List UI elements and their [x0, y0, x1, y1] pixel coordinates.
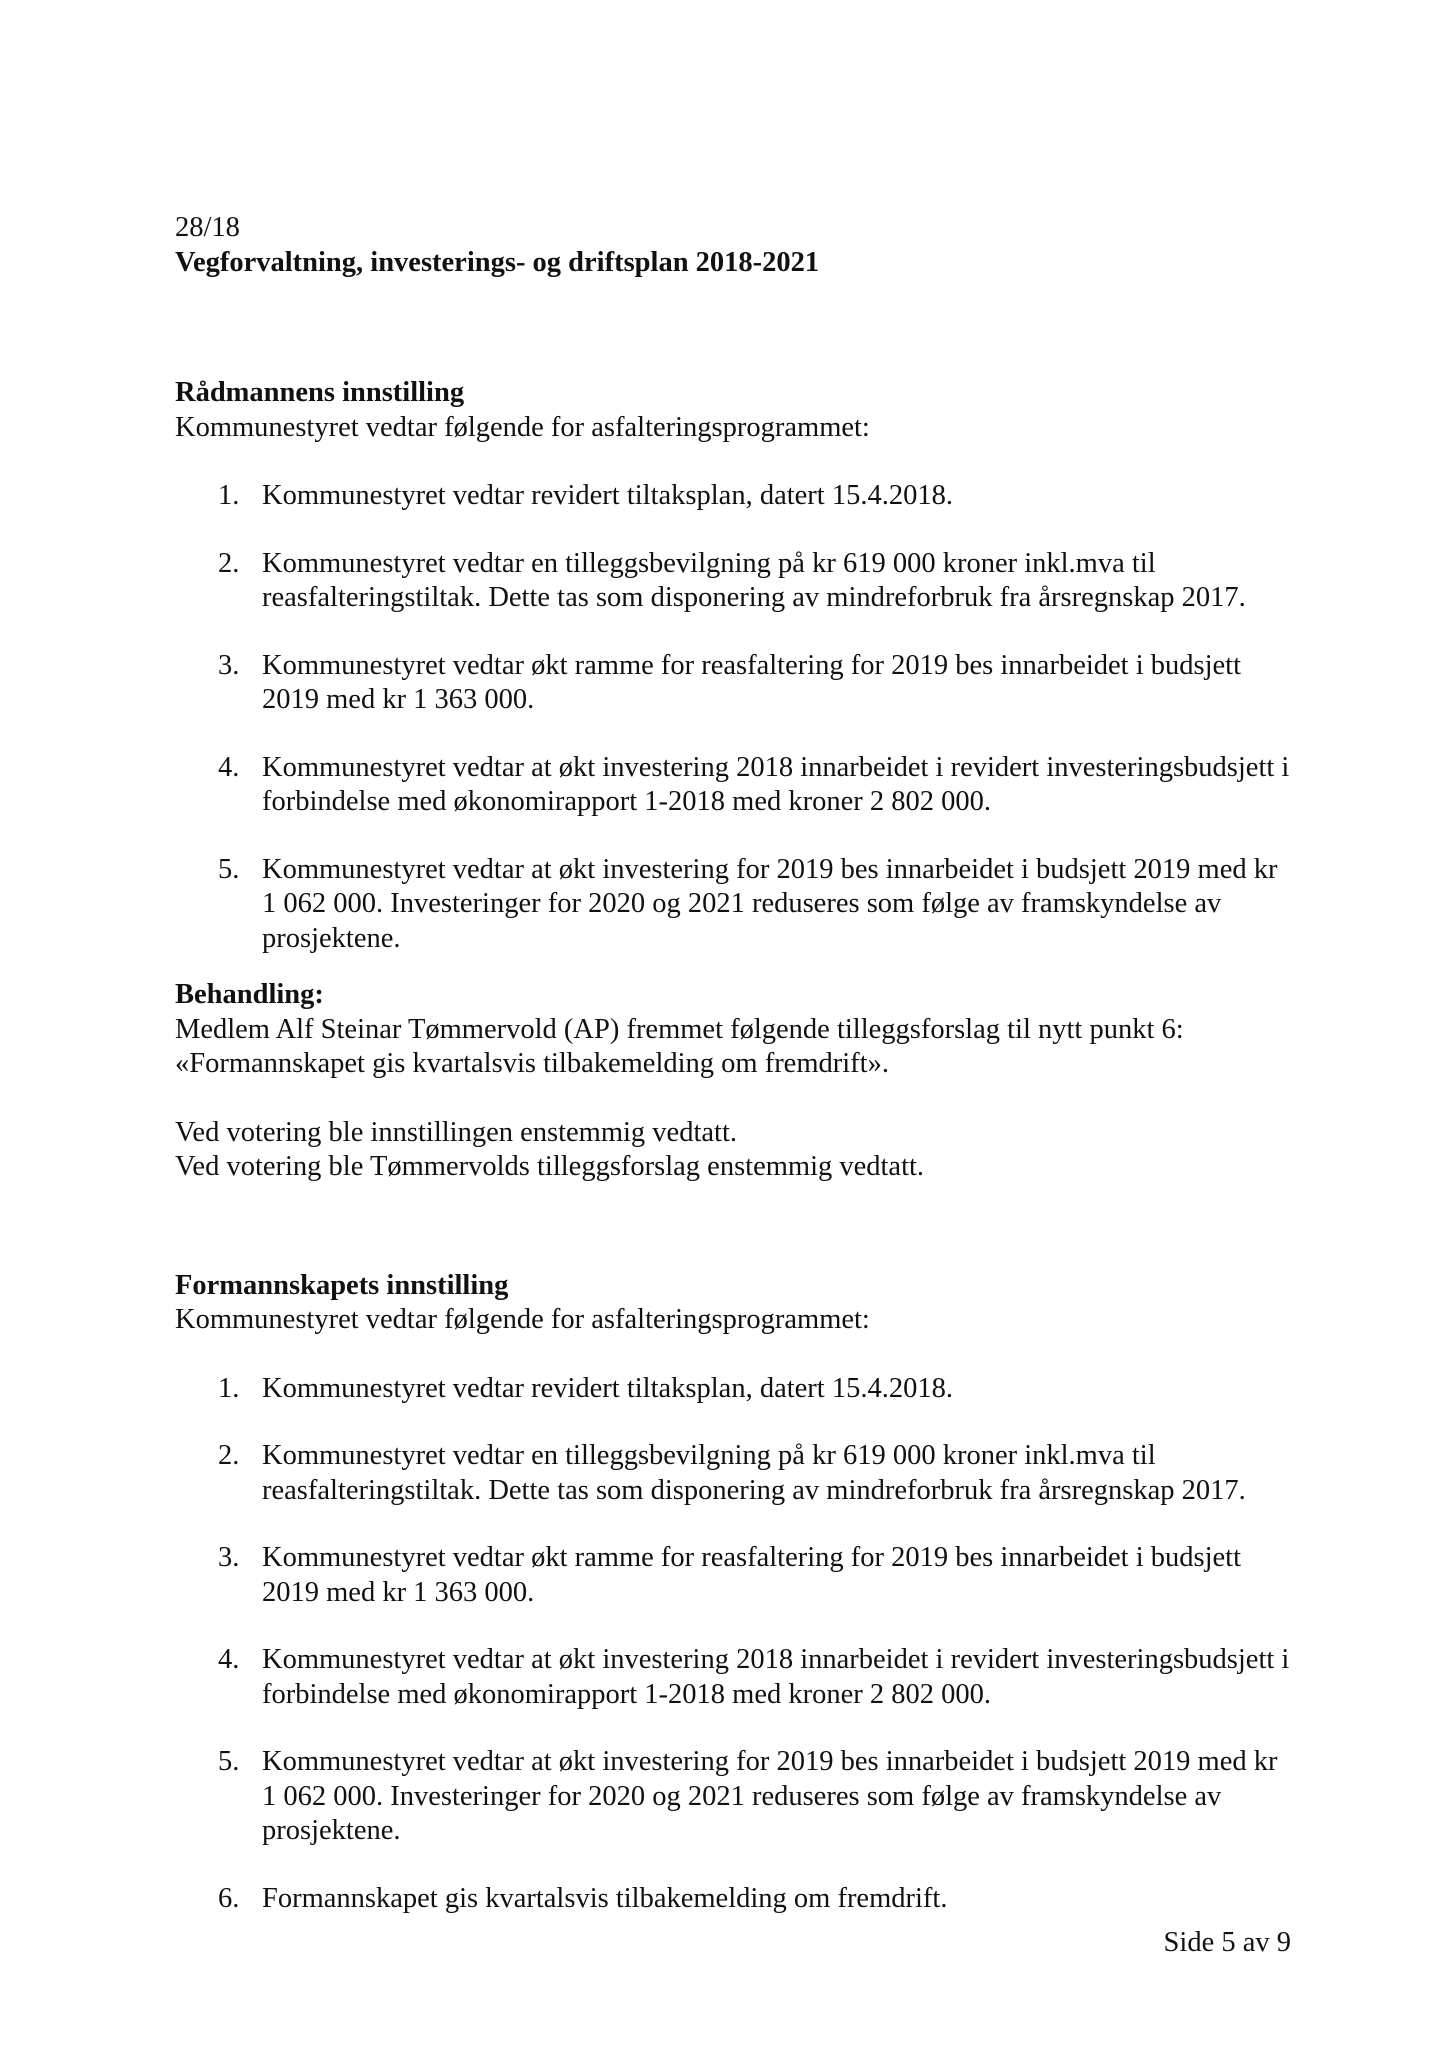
list-item-number: 3.	[218, 649, 240, 681]
list-item-number: 3.	[218, 1542, 240, 1573]
vote-result: Ved votering ble innstillingen enstemmig vedtatt.	[175, 1116, 737, 1148]
list-item-text: Kommunestyret vedtar revidert tiltaksplan, datert 15.4.2018.	[262, 480, 953, 511]
list-item-number: 2.	[218, 1440, 240, 1471]
radmann-heading: Rådmannens innstilling	[175, 377, 465, 408]
list-item-text: Kommunestyret vedtar økt ramme for reasfaltering for 2019 bes innarbeidet i budsjett 2019 med kr 1 363 000.	[262, 1542, 1241, 1608]
list-item-text: Kommunestyret vedtar at økt investering 2018 innarbeidet i revidert investeringsbudsjett i forbindelse med økonomirapport 1-2018 med kroner 2 802 000.	[262, 1644, 1290, 1710]
list-item-text: Kommunestyret vedtar økt ramme for reasfaltering for 2019 bes innarbeidet i budsjett 2019 med kr 1 363 000.	[262, 649, 1241, 715]
radmann-list	[175, 479, 1295, 956]
case-title: Vegforvaltning, investerings- og driftsplan 2018-2021	[175, 246, 820, 278]
list-item-number: 4.	[218, 751, 240, 783]
list-item-number: 4.	[218, 1644, 240, 1675]
list-item-text: Kommunestyret vedtar at økt investering for 2019 bes innarbeidet i budsjett 2019 med kr 1 062 000. Investeringer for 2020 og 2021 reduseres som følge av framskyndelse av prosjektene.	[262, 1746, 1278, 1846]
list-item	[175, 479, 1295, 514]
formannskap-heading: Formannskapets innstilling	[175, 1269, 509, 1301]
list-item	[175, 853, 1295, 957]
list-item-text: Formannskapet gis kvartalsvis tilbakemelding om fremdrift.	[262, 1882, 948, 1914]
list-item-number: 6.	[218, 1882, 240, 1914]
list-item	[175, 1643, 1295, 1712]
list-item	[175, 1372, 1295, 1407]
list-item-number: 5.	[218, 1746, 240, 1777]
list-item-number: 2.	[218, 547, 240, 579]
behandling-quote: «Formannskapet gis kvartalsvis tilbakemelding om fremdrift».	[175, 1048, 889, 1079]
document-page	[175, 211, 1295, 1916]
list-item	[175, 1541, 1295, 1610]
vote-result: Ved votering ble Tømmervolds tilleggsforslag enstemmig vedtatt.	[175, 1151, 925, 1182]
behandling-line: Medlem Alf Steinar Tømmervold (AP) fremmet følgende tilleggsforslag til nytt punkt 6:	[175, 1013, 1184, 1045]
list-item-text: Kommunestyret vedtar en tilleggsbevilgning på kr 619 000 kroner inkl.mva til reasfalteringstiltak. Dette tas som disponering av mindreforbruk fra årsregnskap 2017.	[262, 547, 1246, 613]
formannskap-intro: Kommunestyret vedtar følgende for asfalteringsprogrammet:	[175, 1304, 870, 1335]
case-number: 28/18	[175, 212, 240, 243]
list-item	[175, 547, 1295, 616]
list-item	[175, 751, 1295, 820]
list-item-number: 5.	[218, 853, 240, 885]
list-item-number: 1.	[218, 1372, 240, 1404]
page-number: Side 5 av 9	[1163, 1927, 1291, 1958]
list-item-text: Kommunestyret vedtar revidert tiltaksplan, datert 15.4.2018.	[262, 1372, 953, 1404]
behandling-heading: Behandling:	[175, 979, 324, 1010]
formannskap-list	[175, 1372, 1295, 1917]
list-item-number: 1.	[218, 480, 240, 511]
list-item-text: Kommunestyret vedtar at økt investering 2018 innarbeidet i revidert investeringsbudsjett i forbindelse med økonomirapport 1-2018 med kroner 2 802 000.	[262, 751, 1290, 817]
list-item	[175, 649, 1295, 718]
list-item	[175, 1745, 1295, 1849]
list-item-text: Kommunestyret vedtar en tilleggsbevilgning på kr 619 000 kroner inkl.mva til reasfalteringstiltak. Dette tas som disponering av mindreforbruk fra årsregnskap 2017.	[262, 1440, 1246, 1506]
list-item-text: Kommunestyret vedtar at økt investering for 2019 bes innarbeidet i budsjett 2019 med kr 1 062 000. Investeringer for 2020 og 2021 reduseres som følge av framskyndelse av prosjektene.	[262, 853, 1278, 954]
radmann-intro: Kommunestyret vedtar følgende for asfalteringsprogrammet:	[175, 411, 870, 443]
list-item	[175, 1882, 1295, 1917]
list-item	[175, 1439, 1295, 1508]
